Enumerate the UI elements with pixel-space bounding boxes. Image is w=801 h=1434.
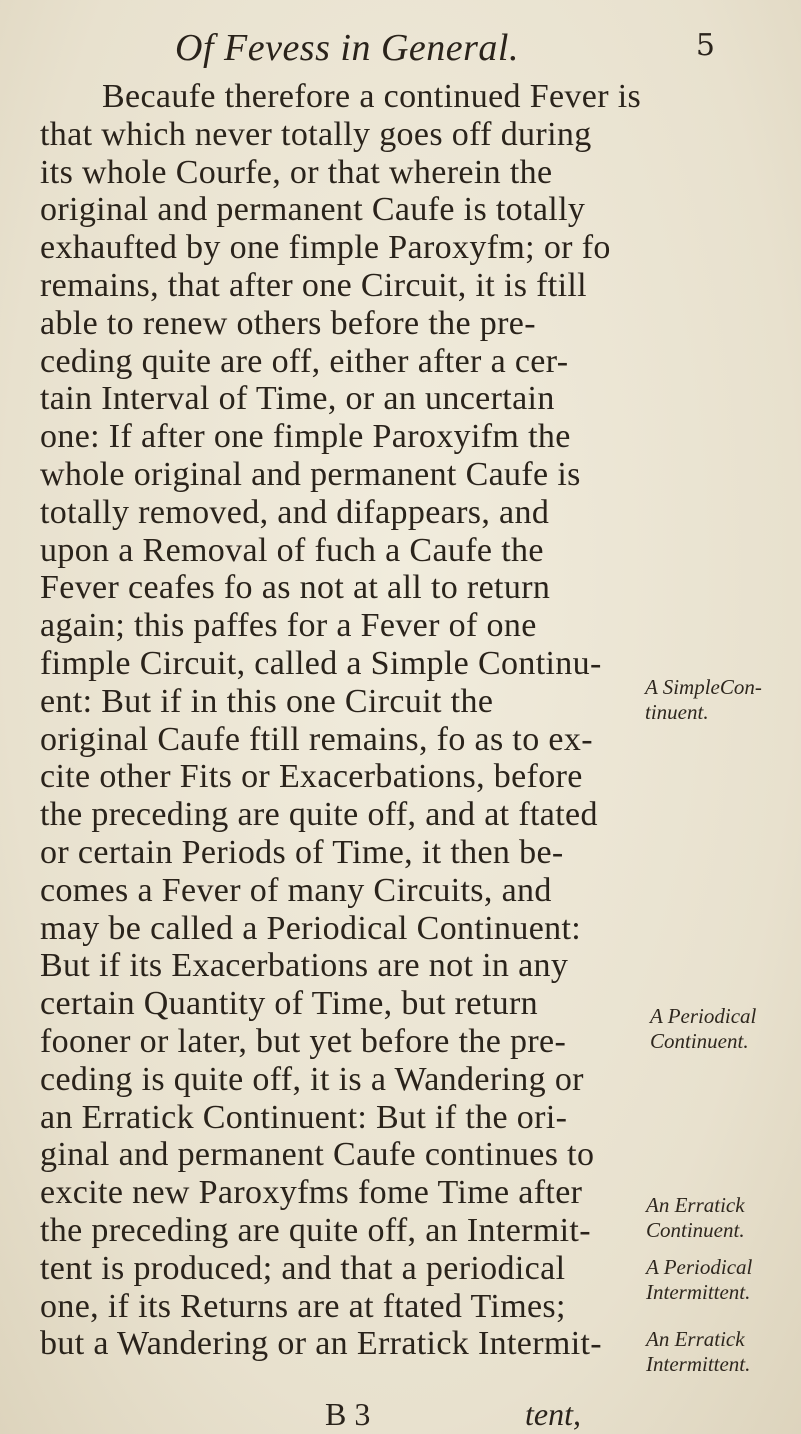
text-line: original and permanent Caufe is totally (40, 191, 586, 229)
signature-mark: B 3 (325, 1396, 371, 1432)
text-line: comes a Fever of many Circuits, and (40, 871, 552, 909)
margin-note: A Periodical Intermittent. (646, 1255, 753, 1304)
running-head: Of Fevess in General. (175, 27, 519, 69)
text-line: that which never totally goes off during (40, 115, 592, 153)
text-line: but a Wandering or an Erratick Intermit- (40, 1325, 602, 1363)
text-line: remains, that after one Circuit, it is ftill (40, 266, 587, 304)
text-line: again; this paffes for a Fever of one (40, 607, 537, 645)
margin-note: A SimpleCon-tinuent. (645, 675, 762, 724)
text-line: exhaufted by one fimple Paroxyfm; or fo (40, 229, 611, 267)
text-line: Becaufe therefore a continued Fever is (102, 78, 642, 115)
text-line: cite other Fits or Exacerbations, before (40, 758, 583, 796)
text-line: ceding quite are off, either after a cer- (40, 342, 569, 380)
text-line: whole original and permanent Caufe is (40, 455, 581, 493)
text-line: upon a Removal of fuch a Caufe the (40, 531, 544, 569)
catchword: tent, (525, 1396, 581, 1432)
text-line: fooner or later, but yet before the pre- (40, 1022, 567, 1060)
text-line: Fever ceafes fo as not at all to return (40, 569, 551, 607)
margin-note: An Erratick Intermittent. (646, 1327, 751, 1376)
text-line: tain Interval of Time, or an uncertain (40, 380, 555, 418)
text-line: the preceding are quite off, and at ftated (40, 796, 598, 834)
text-line: excite new Paroxyfms fome Time after (40, 1174, 583, 1212)
page-header (175, 26, 715, 70)
margin-note: A Periodical Continuent. (650, 1004, 757, 1053)
text-line: ceding is quite off, it is a Wandering or (40, 1060, 584, 1098)
page-number: 5 (695, 28, 715, 63)
text-line: ent: But if in this one Circuit the (40, 682, 494, 720)
text-line: or certain Periods of Time, it then be- (40, 833, 564, 871)
text-line: But if its Exacerbations are not in any (40, 947, 569, 985)
text-line: may be called a Periodical Continuent: (40, 909, 582, 947)
text-line: totally removed, and difappears, and (40, 493, 550, 531)
text-line: certain Quantity of Time, but return (40, 985, 538, 1023)
text-line: able to renew others before the pre- (40, 304, 536, 342)
text-line: an Erratick Continuent: But if the ori- (40, 1098, 568, 1136)
text-line: its whole Courfe, or that wherein the (40, 153, 553, 191)
text-line: tent is produced; and that a periodical (40, 1249, 566, 1287)
text-line: the preceding are quite off, an Intermit- (40, 1211, 591, 1249)
text-line: one: If after one fimple Paroxyifm the (40, 418, 571, 456)
margin-note: An Erratick Continuent. (646, 1193, 745, 1242)
text-line: one, if its Returns are at ftated Times; (40, 1287, 566, 1325)
text-line: ginal and permanent Caufe continues to (40, 1136, 595, 1174)
body-text (40, 78, 710, 1363)
text-line: fimple Circuit, called a Simple Continu- (40, 644, 602, 682)
text-line: original Caufe ftill remains, fo as to ex- (40, 720, 593, 758)
